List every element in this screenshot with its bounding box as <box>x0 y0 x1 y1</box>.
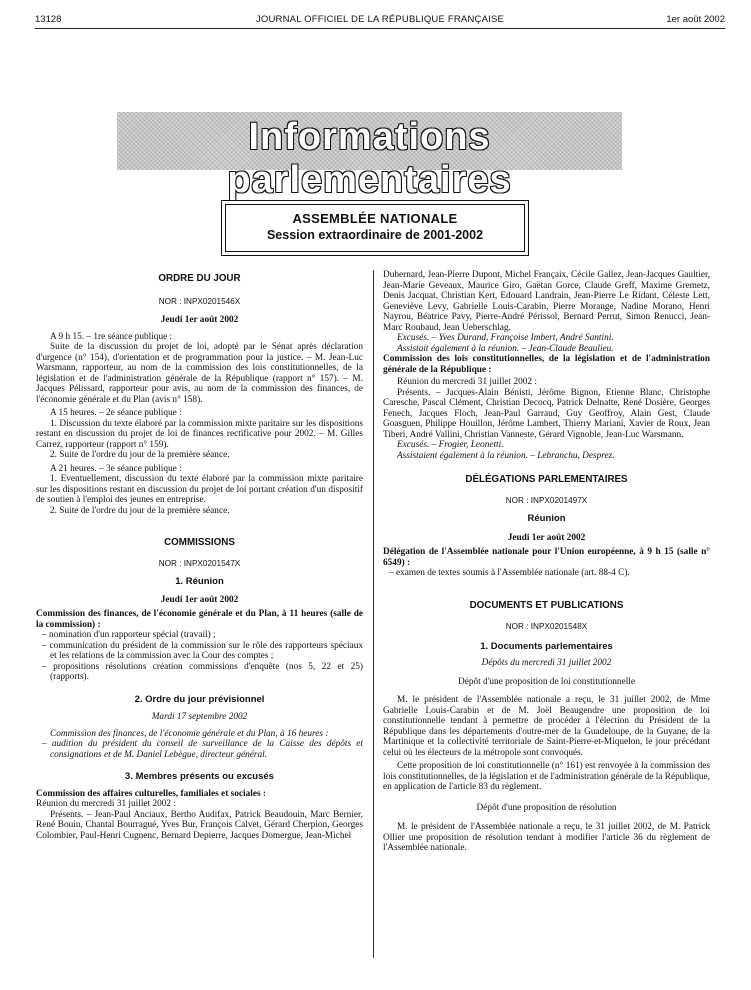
seance2-item2: 2. Suite de l'ordre du jour de la première séance. <box>50 450 230 460</box>
running-header <box>35 10 725 28</box>
previsionnel-item: – audition du président du conseil de surveillance de la Caisse des dépôts et consignations et de M. Daniel Lebègue, directeur général. <box>42 739 363 760</box>
lois-commission: Commission des lois constitutionnelles, de la législation et de l'administration générale de la République : <box>383 354 710 375</box>
session-title: Session extraordinaire de 2001-2002 <box>266 228 484 242</box>
documents-date: Dépôts du mercredi 31 juillet 2002 <box>481 658 612 668</box>
finances-commission: Commission des finances, de l'économie générale et du Plan, à 11 heures (salle de la commission) : <box>36 609 363 630</box>
chamber-box <box>225 204 525 252</box>
banner-title: Informations parlementaires <box>227 116 512 201</box>
depot-heading-2: Dépôt d'une proposition de résolution <box>476 802 617 813</box>
delegations-nor: NOR : INPX0201497X <box>505 495 588 505</box>
members-continued: Dubernard, Jean-Pierre Dupont, Michel Françaix, Cécile Gallez, Jean-Jacques Gaultier, Jean-Marie Geveaux, Maurice Giro, Gaëtan Gorce, Claude Greff, Maxime Gremetz, Denis Jacquat, Christian Kert, Edouard Landrain, Jean-Pierre Le Ridant, Céleste Lett, Geneviève Levy, Gabrielle Louis-Carabin, Pierre Morange, Nadine Morano, Henri Nayrou, Béatrice Pavy, Pierre-André Périssol, Bernard Perrut, Simon Renucci, Jean-Marc Roubaud, Jean Ueberschlag. <box>383 270 710 333</box>
seance3-item1: 1. Eventuellement, discussion du texte élaboré par la commission mixte paritaire sur les dispositions restant en discussion du projet de loi portant création d'un dispositif de soutien à l'emploi des jeunes en entreprise. <box>36 474 363 505</box>
odj-day: Jeudi 1er août 2002 <box>160 315 239 325</box>
membres-heading: 3. Membres présents ou excusés <box>125 771 274 782</box>
previsionnel-heading: 2. Ordre du jour prévisionnel <box>134 693 265 705</box>
depot-paragraph-1: M. le président de l'Assemblée nationale a reçu, le 31 juillet 2002, de Mme Gabrielle Louis-Carabin et de M. Joël Beaugendre une proposition de loi constitutionnelle tendant à permettre de procéder à l'élection du Président de la République dans les départements d'outre-mer de la Guadeloupe, de la Guyane, de la Martinique et la collectivité territoriale de Saint-Pierre-et-Miquelon, le jour précédant celui où les électeurs de la métropole sont convoqués. <box>383 695 710 758</box>
odj-nor: NOR : INPX0201546X <box>158 296 241 306</box>
excuses-lois: Excusés. – Frogier, Leonetti. <box>397 440 504 450</box>
delegation-text: Délégation de l'Assemblée nationale pour l'Union européenne, à 9 h 15 (salle n° 6549) : <box>383 547 710 568</box>
previsionnel-day: Mardi 17 septembre 2002 <box>151 712 248 722</box>
page-number: 13128 <box>35 14 62 25</box>
issue-date: 1er août 2002 <box>666 14 725 25</box>
agenda-item: – communication du président de la commission sur le rôle des rapporteurs spéciaux et les relations de la commission avec la Cour des comptes ; <box>42 640 363 661</box>
seance2-item1: 1. Discussion du texte élaboré par la commission mixte paritaire sur les dispositions restant en discussion du projet de loi de finances rectificative pour 2002. – M. Gilles Carrez, rapporteur (rapport n° 159). <box>36 418 363 450</box>
seance2-head: A 15 heures. – 2e séance publique : <box>50 408 182 418</box>
assistait-culturelles: Assistait également à la réunion. – Jean-Claude Beaulieu. <box>397 343 614 354</box>
documents-nor: NOR : INPX0201548X <box>505 622 588 631</box>
documents-title: DOCUMENTS ET PUBLICATIONS <box>469 599 624 611</box>
commissions-nor: NOR : INPX0201547X <box>158 558 241 568</box>
column-divider <box>373 270 374 958</box>
delegations-title: DÉLÉGATIONS PARLEMENTAIRES <box>465 474 628 485</box>
depot-paragraph-3: M. le président de l'Assemblée nationale a reçu, le 31 juillet 2002, de M. Patrick Ollier une proposition de résolution tendant à modifier l'article 36 du règlement de l'Assemblée nationale. <box>383 822 710 853</box>
seance3-head: A 21 heures. – 3e séance publique : <box>50 463 182 474</box>
seance1-text: Suite de la discussion du projet de loi, adopté par le Sénat après déclaration d'urgence (n° 154), d'orientation et de programmation pour la justice. – M. Jean-Luc Warsmann, rapporteur, au nom de la commission des lois constitutionnelles, de la législation et de l'administration générale de la République (rapport n° 157). – M. Jacques Pélissard, rapporteur pour avis, au nom de la commission des finances, de l'économie générale et du Plan (avis n° 158). <box>36 342 363 405</box>
left-column <box>36 270 363 841</box>
seance1-head: A 9 h 15. – 1re séance publique : <box>50 331 173 342</box>
section-banner <box>117 112 622 201</box>
agenda-item: – nomination d'un rapporteur spécial (travail) ; <box>42 630 216 640</box>
previsionnel-text: Commission des finances, de l'économie générale et du Plan, à 16 heures : <box>50 728 329 739</box>
delegations-day: Jeudi 1er août 2002 <box>507 532 586 543</box>
delegations-reunion: Réunion <box>527 513 566 524</box>
lois-present: Présents. – Jacques-Alain Bénisti, Jérôme Bignon, Etienne Blanc, Christophe Caresche, Pascal Clément, Christian Decocq, Patrick Delnatte, René Dosière, Georges Fenech, Jacques Floch, Jean-Paul Garraud, Guy Geoffroy, Alain Gest, Claude Goasguen, Philippe Houillon, Jérôme Lambert, Thierry Mariani, Xavier de Roux, Jean Tiberi, André Vallini, Christian Vanneste, Gérard Vignoble, Jean-Luc Warsmann. <box>383 387 710 440</box>
journal-title: JOURNAL OFFICIEL DE LA RÉPUBLIQUE FRANÇAISE <box>255 14 505 25</box>
culturelles-commission: Commission des affaires culturelles, familiales et sociales : <box>36 788 266 799</box>
culturelles-meeting: Réunion du mercredi 31 juillet 2002 : <box>36 799 176 809</box>
documents-subheading: 1. Documents parlementaires <box>480 640 613 652</box>
excuses-culturelles: Excusés. – Yves Durand, Françoise Imbert, André Santini. <box>397 333 614 343</box>
commissions-title: COMMISSIONS <box>164 537 235 548</box>
delegation-item: – examen de textes soumis à l'Assemblée nationale (art. 88-4 C). <box>389 568 630 578</box>
seance3-item2: 2. Suite de l'ordre du jour de la première séance. <box>50 505 230 516</box>
assistaient-lois: Assistaient également à la réunion. – Lebranchu, Desprez. <box>397 450 615 461</box>
reunion-day: Jeudi 1er août 2002 <box>160 594 239 605</box>
header-rule <box>35 28 725 29</box>
depot-heading-1: Dépôt d'une proposition de loi constitutionnelle <box>458 676 635 687</box>
reunion-heading: 1. Réunion <box>175 576 224 587</box>
odj-title: ORDRE DU JOUR <box>158 273 241 284</box>
right-column <box>383 270 710 854</box>
depot-paragraph-2: Cette proposition de loi constitutionnelle (n° 161) est renvoyée à la commission des lois constitutionnelles, de la législation et de l'administration générale de la République, en application de l'article 83 du règlement. <box>383 761 710 792</box>
lois-meeting: Réunion du mercredi 31 juillet 2002 : <box>397 377 537 387</box>
chamber-name: ASSEMBLÉE NATIONALE <box>292 211 458 226</box>
culturelles-present: Présents. – Jean-Paul Anciaux, Bertho Audifax, Patrick Beaudouin, Marc Bernier, René Bouin, Chantal Bourragué, Yves Bur, François Calvet, Gérard Cherpion, Georges Colombier, Paul-Henri Cugnenc, Bernard Depierre, Jacques Domergue, Jean-Michel <box>36 809 363 841</box>
agenda-item: – propositions résolutions création commissions d'enquête (nos 5, 22 et 25) (rapports). <box>42 661 363 682</box>
